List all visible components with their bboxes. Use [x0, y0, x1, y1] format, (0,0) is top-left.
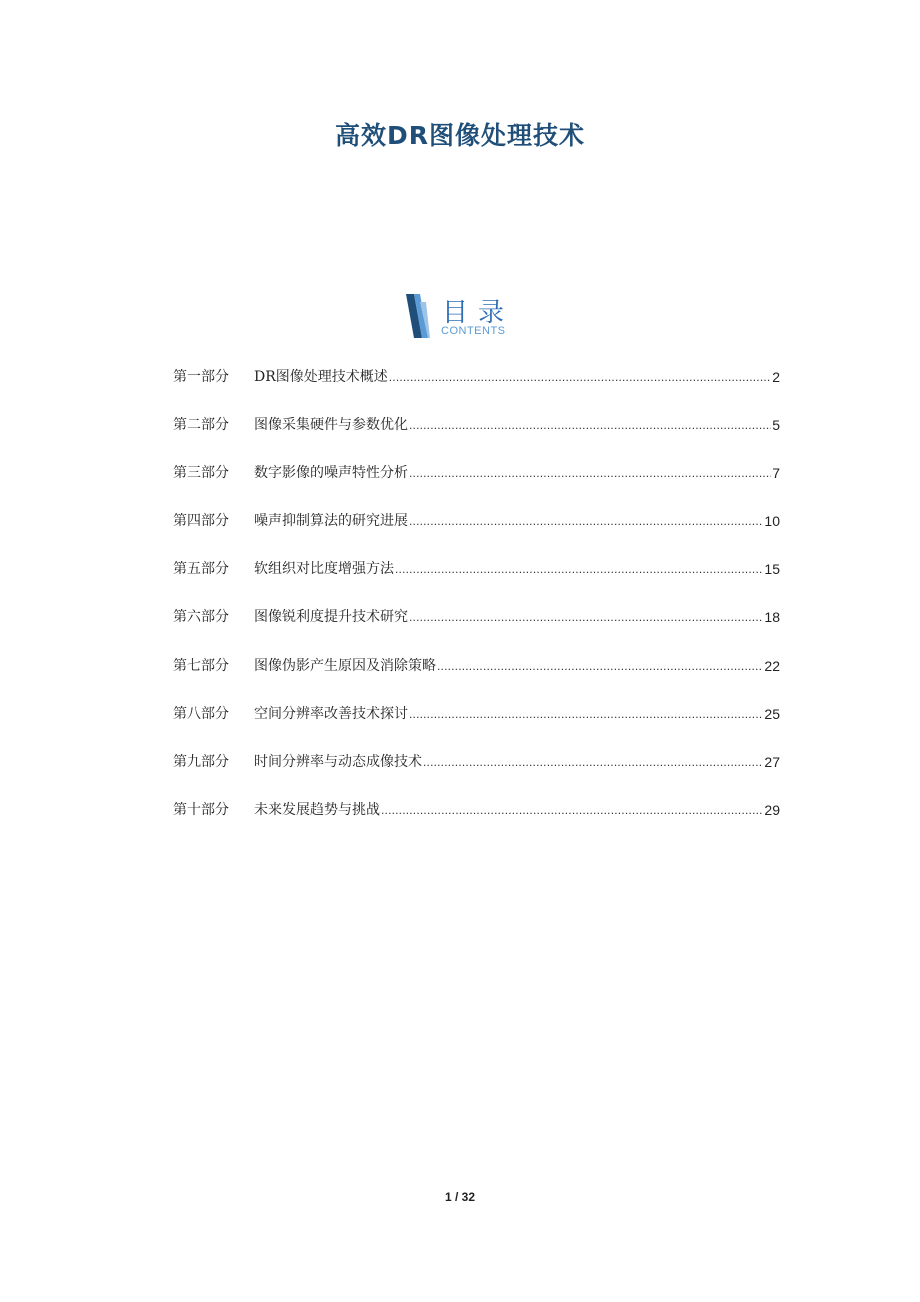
toc-entry-part: 第三部分 — [173, 465, 229, 482]
toc-dot-leader — [395, 558, 763, 580]
toc-entry-page: 10 — [764, 513, 780, 530]
toc-dot-leader — [381, 799, 763, 821]
toc-entry-part: 第二部分 — [173, 417, 229, 434]
toc-entry-page: 29 — [764, 801, 780, 818]
toc-entry-title: DR图像处理技术概述 — [254, 369, 388, 385]
toc-entry-page: 27 — [764, 753, 780, 770]
toc-logo-icon — [404, 294, 432, 338]
toc-entry-part: 第十部分 — [173, 801, 229, 818]
toc-list — [173, 366, 780, 847]
toc-entry[interactable] — [173, 703, 780, 751]
toc-entry[interactable] — [173, 558, 780, 606]
toc-entry-part: 第六部分 — [173, 609, 229, 626]
toc-entry-page: 18 — [764, 609, 780, 626]
toc-entry-title: 图像采集硬件与参数优化 — [254, 417, 408, 434]
toc-entry[interactable] — [173, 751, 780, 799]
toc-entry-page: 22 — [764, 657, 780, 674]
toc-dot-leader — [437, 655, 763, 677]
toc-entry-page: 5 — [772, 417, 780, 434]
toc-entry-page: 7 — [772, 465, 780, 482]
document-title: 高效DR图像处理技术 — [334, 121, 585, 150]
toc-entry-title: 空间分辨率改善技术探讨 — [254, 705, 408, 722]
toc-entry[interactable] — [173, 462, 780, 510]
toc-header — [404, 292, 524, 342]
toc-entry[interactable] — [173, 606, 780, 654]
toc-entry-title: 噪声抑制算法的研究进展 — [254, 513, 408, 530]
toc-entry-title: 数字影像的噪声特性分析 — [254, 465, 408, 482]
toc-entry-page: 15 — [764, 561, 780, 578]
toc-entry-part: 第九部分 — [173, 753, 229, 770]
toc-entry-title: 未来发展趋势与挑战 — [254, 801, 380, 818]
toc-dot-leader — [409, 703, 763, 725]
toc-entry-part: 第一部分 — [173, 369, 229, 385]
toc-entry[interactable] — [173, 414, 780, 462]
toc-entry-page: 25 — [764, 705, 780, 722]
toc-entry-title: 图像伪影产生原因及消除策略 — [254, 657, 436, 674]
toc-dot-leader — [423, 751, 763, 773]
toc-entry-page: 2 — [772, 369, 780, 385]
toc-entry[interactable] — [173, 799, 780, 847]
toc-entry-title: 时间分辨率与动态成像技术 — [254, 753, 422, 770]
toc-dot-leader — [409, 462, 771, 484]
toc-entry[interactable] — [173, 655, 780, 703]
toc-subheading: CONTENTS — [441, 325, 506, 337]
toc-entry-title: 软组织对比度增强方法 — [254, 561, 394, 578]
page-indicator: 1 / 32 — [444, 1190, 476, 1204]
toc-dot-leader — [409, 414, 771, 436]
toc-dot-leader — [409, 510, 763, 532]
toc-entry-part: 第四部分 — [173, 513, 229, 530]
toc-entry[interactable] — [173, 510, 780, 558]
toc-entry-part: 第五部分 — [173, 561, 229, 578]
toc-heading: 目录 — [442, 298, 515, 328]
toc-entry-part: 第七部分 — [173, 657, 229, 674]
toc-entry[interactable] — [173, 366, 780, 414]
toc-dot-leader — [389, 366, 771, 388]
toc-entry-part: 第八部分 — [173, 705, 229, 722]
toc-entry-title: 图像锐利度提升技术研究 — [254, 609, 408, 626]
toc-dot-leader — [409, 606, 763, 628]
